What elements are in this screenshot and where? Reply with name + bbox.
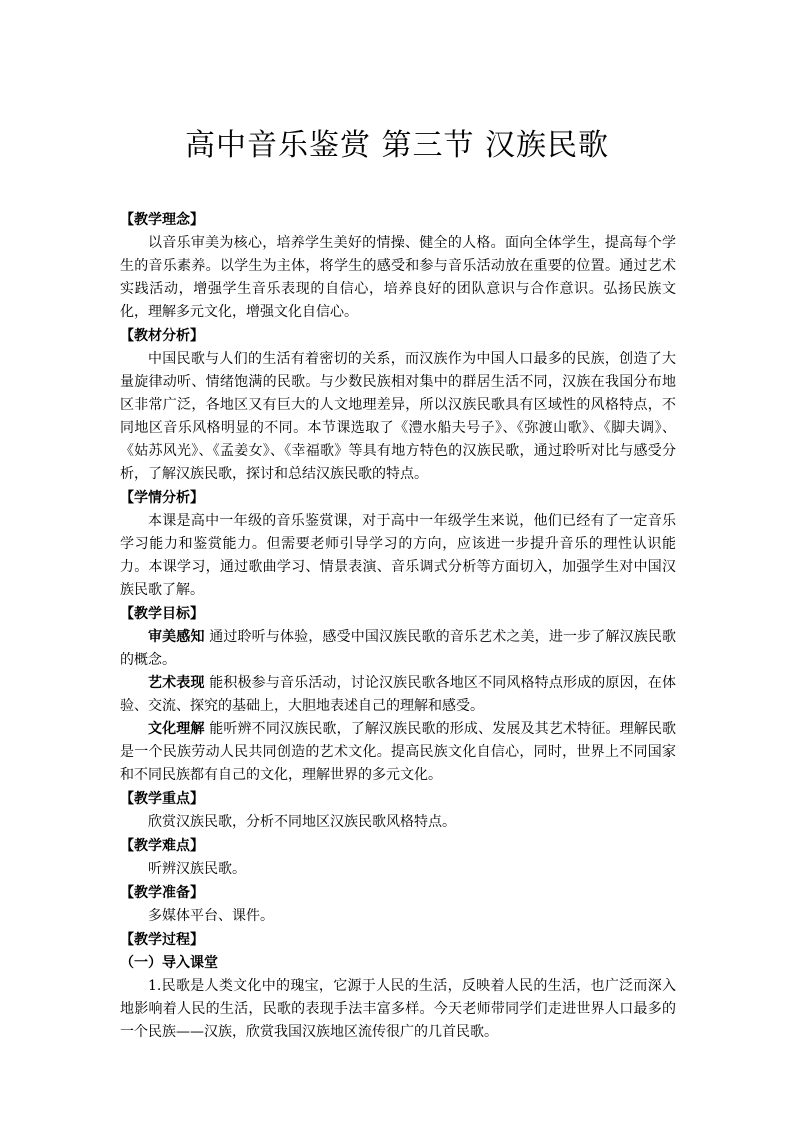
section-heading-goals: 【教学目标】: [120, 606, 204, 622]
section-heading-process: 【教学过程】: [120, 932, 204, 948]
section-heading-learners: 【学情分析】: [120, 490, 204, 506]
goal-label: 审美感知: [148, 629, 205, 645]
preparation-paragraph: 多媒体平台、课件。: [148, 908, 274, 924]
philosophy-paragraph: 以音乐审美为核心，培养学生美好的情操、健全的人格。面向全体学生，提高每个学生的音乐素养。以学生为主体，将学生的感受和参与音乐活动放在重要的位置。通过艺术实践活动，增强学生音乐表现的自信心，培养良好的团队意识与合作意识。弘扬民族文化，理解多元文化，增强文化自信心。: [120, 235, 676, 320]
goal-text: 能积极参与音乐活动，讨论汉族民歌各地区不同风格特点形成的原因，在体验、交流、探究的基础上，大胆地表述自己的理解和感受。: [120, 675, 677, 714]
learners-paragraph: 本课是高中一年级的音乐鉴赏课，对于高中一年级学生来说，他们已经有了一定音乐学习能力和鉴赏能力。但需要老师引导学习的方向，应该进一步提升音乐的理性认识能力。本课学习，通过歌曲学习、情景表演、音乐调式分析等方面切入，加强学生对中国汉族民歌了解。: [120, 513, 676, 598]
section-heading-preparation: 【教学准备】: [120, 885, 204, 901]
goal-aesthetic: [120, 626, 676, 672]
page-title: 高中音乐鉴赏 第三节 汉族民歌: [184, 128, 610, 163]
section-heading-key-points: 【教学重点】: [120, 791, 204, 807]
key-points-paragraph: 欣赏汉族民歌，分析不同地区汉族民歌风格特点。: [148, 814, 456, 830]
goal-text: 能听辨不同汉族民歌，了解汉族民歌的形成、发展及其艺术特征。理解民歌是一个民族劳动人民共同创造的艺术文化。提高民族文化自信心，同时，世界上不同国家和不同民族都有自己的文化，理解世界的多元文化。: [120, 721, 677, 783]
section-heading-philosophy: 【教学理念】: [120, 212, 204, 228]
difficulties-paragraph: 听辨汉族民歌。: [148, 861, 246, 877]
goal-label: 文化理解: [148, 721, 205, 737]
goal-expression: [120, 672, 676, 718]
goal-label: 艺术表现: [148, 675, 205, 691]
section-heading-material: 【教材分析】: [120, 328, 204, 344]
document-body: [120, 208, 676, 1044]
material-paragraph: 中国民歌与人们的生活有着密切的关系，而汉族作为中国人口最多的民族，创造了大量旋律动听、情绪饱满的民歌。与少数民族相对集中的群居生活不同，汉族在我国分布地区非常广泛，各地区又有巨大的人文地理差异，所以汉族民歌具有区域性的风格特点，不同地区音乐风格明显的不同。本节课选取了《澧水船夫号子》、《弥渡山歌》、《脚夫调》、《姑苏风光》、《孟姜女》、《幸福歌》等具有地方特色的汉族民歌，通过聆听对比与感受分析，了解汉族民歌，探讨和总结汉族民歌的特点。: [120, 351, 676, 482]
process-item-1: 1.民歌是人类文化中的瑰宝，它源于人民的生活，反映着人民的生活，也广泛而深入地影响着人民的生活，民歌的表现手法丰富多样。今天老师带同学们走进世界人口最多的一个民族——汉族，欣赏我国汉族地区流传很广的几首民歌。: [120, 978, 676, 1040]
goal-culture: [120, 718, 676, 787]
process-subheading: （一）导入课堂: [120, 955, 218, 971]
section-heading-difficulties: 【教学难点】: [120, 838, 204, 854]
goal-text: 通过聆听与体验，感受中国汉族民歌的音乐艺术之美，进一步了解汉族民歌的概念。: [120, 629, 677, 668]
